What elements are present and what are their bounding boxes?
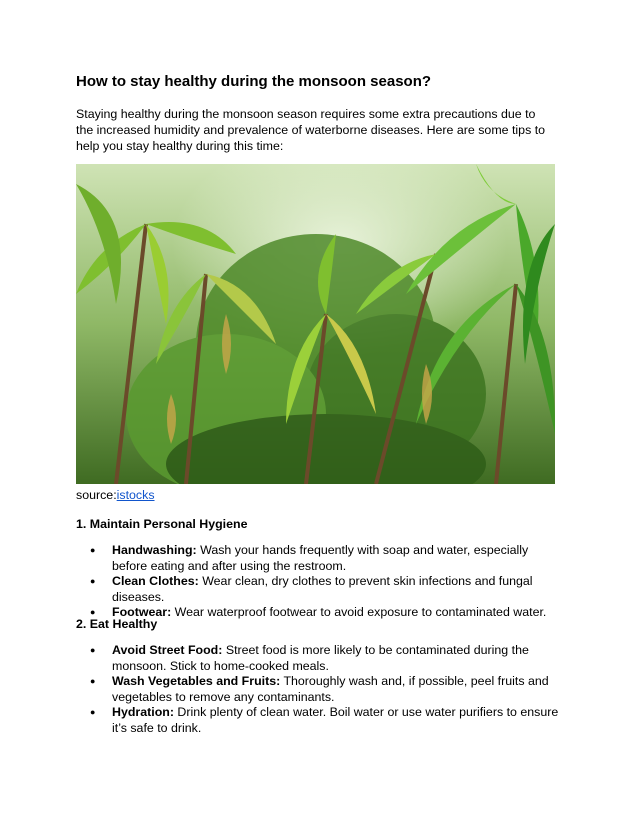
item-text: Street food is more likely to be contaminated during the monsoon. Stick to home-cooked meals.: [112, 643, 529, 673]
list-item: [90, 605, 560, 621]
list-item: [90, 643, 560, 674]
source-prefix: source:: [76, 488, 117, 502]
intro-paragraph: Staying healthy during the monsoon season requires some extra precautions due to the increased humidity and prevalence of waterborne diseases. Here are some tips to help you stay healthy during this time:: [76, 107, 546, 153]
rainforest-photo: [76, 164, 555, 484]
source-link[interactable]: istocks: [116, 488, 155, 502]
list-item: [90, 543, 560, 574]
item-term: Clean Clothes:: [112, 574, 199, 588]
item-term: Wash Vegetables and Fruits:: [112, 674, 281, 688]
hygiene-list: [90, 543, 560, 621]
item-term: Avoid Street Food:: [112, 643, 223, 657]
item-text: Thoroughly wash and, if possible, peel fruits and vegetables to remove any contaminants.: [112, 674, 549, 704]
section-heading-hygiene: 1. Maintain Personal Hygiene: [76, 517, 248, 531]
item-term: Handwashing:: [112, 543, 197, 557]
item-text: Wash your hands frequently with soap and water, especially before eating and after using the restroom.: [112, 543, 529, 573]
item-text: Wear waterproof footwear to avoid exposure to contaminated water.: [171, 605, 547, 619]
list-item: [90, 674, 560, 705]
eat-healthy-list: [90, 643, 560, 736]
page-title: How to stay healthy during the monsoon season?: [76, 73, 432, 90]
item-term: Footwear:: [112, 605, 172, 619]
item-term: Hydration:: [112, 705, 174, 719]
section-heading-eat-healthy: 2. Eat Healthy: [76, 617, 158, 631]
item-text: Drink plenty of clean water. Boil water or use water purifiers to ensure it’s safe to drink.: [112, 705, 559, 735]
image-source: [76, 487, 155, 503]
list-item: [90, 705, 560, 736]
list-item: [90, 574, 560, 605]
item-text: Wear clean, dry clothes to prevent skin infections and fungal diseases.: [112, 574, 533, 604]
